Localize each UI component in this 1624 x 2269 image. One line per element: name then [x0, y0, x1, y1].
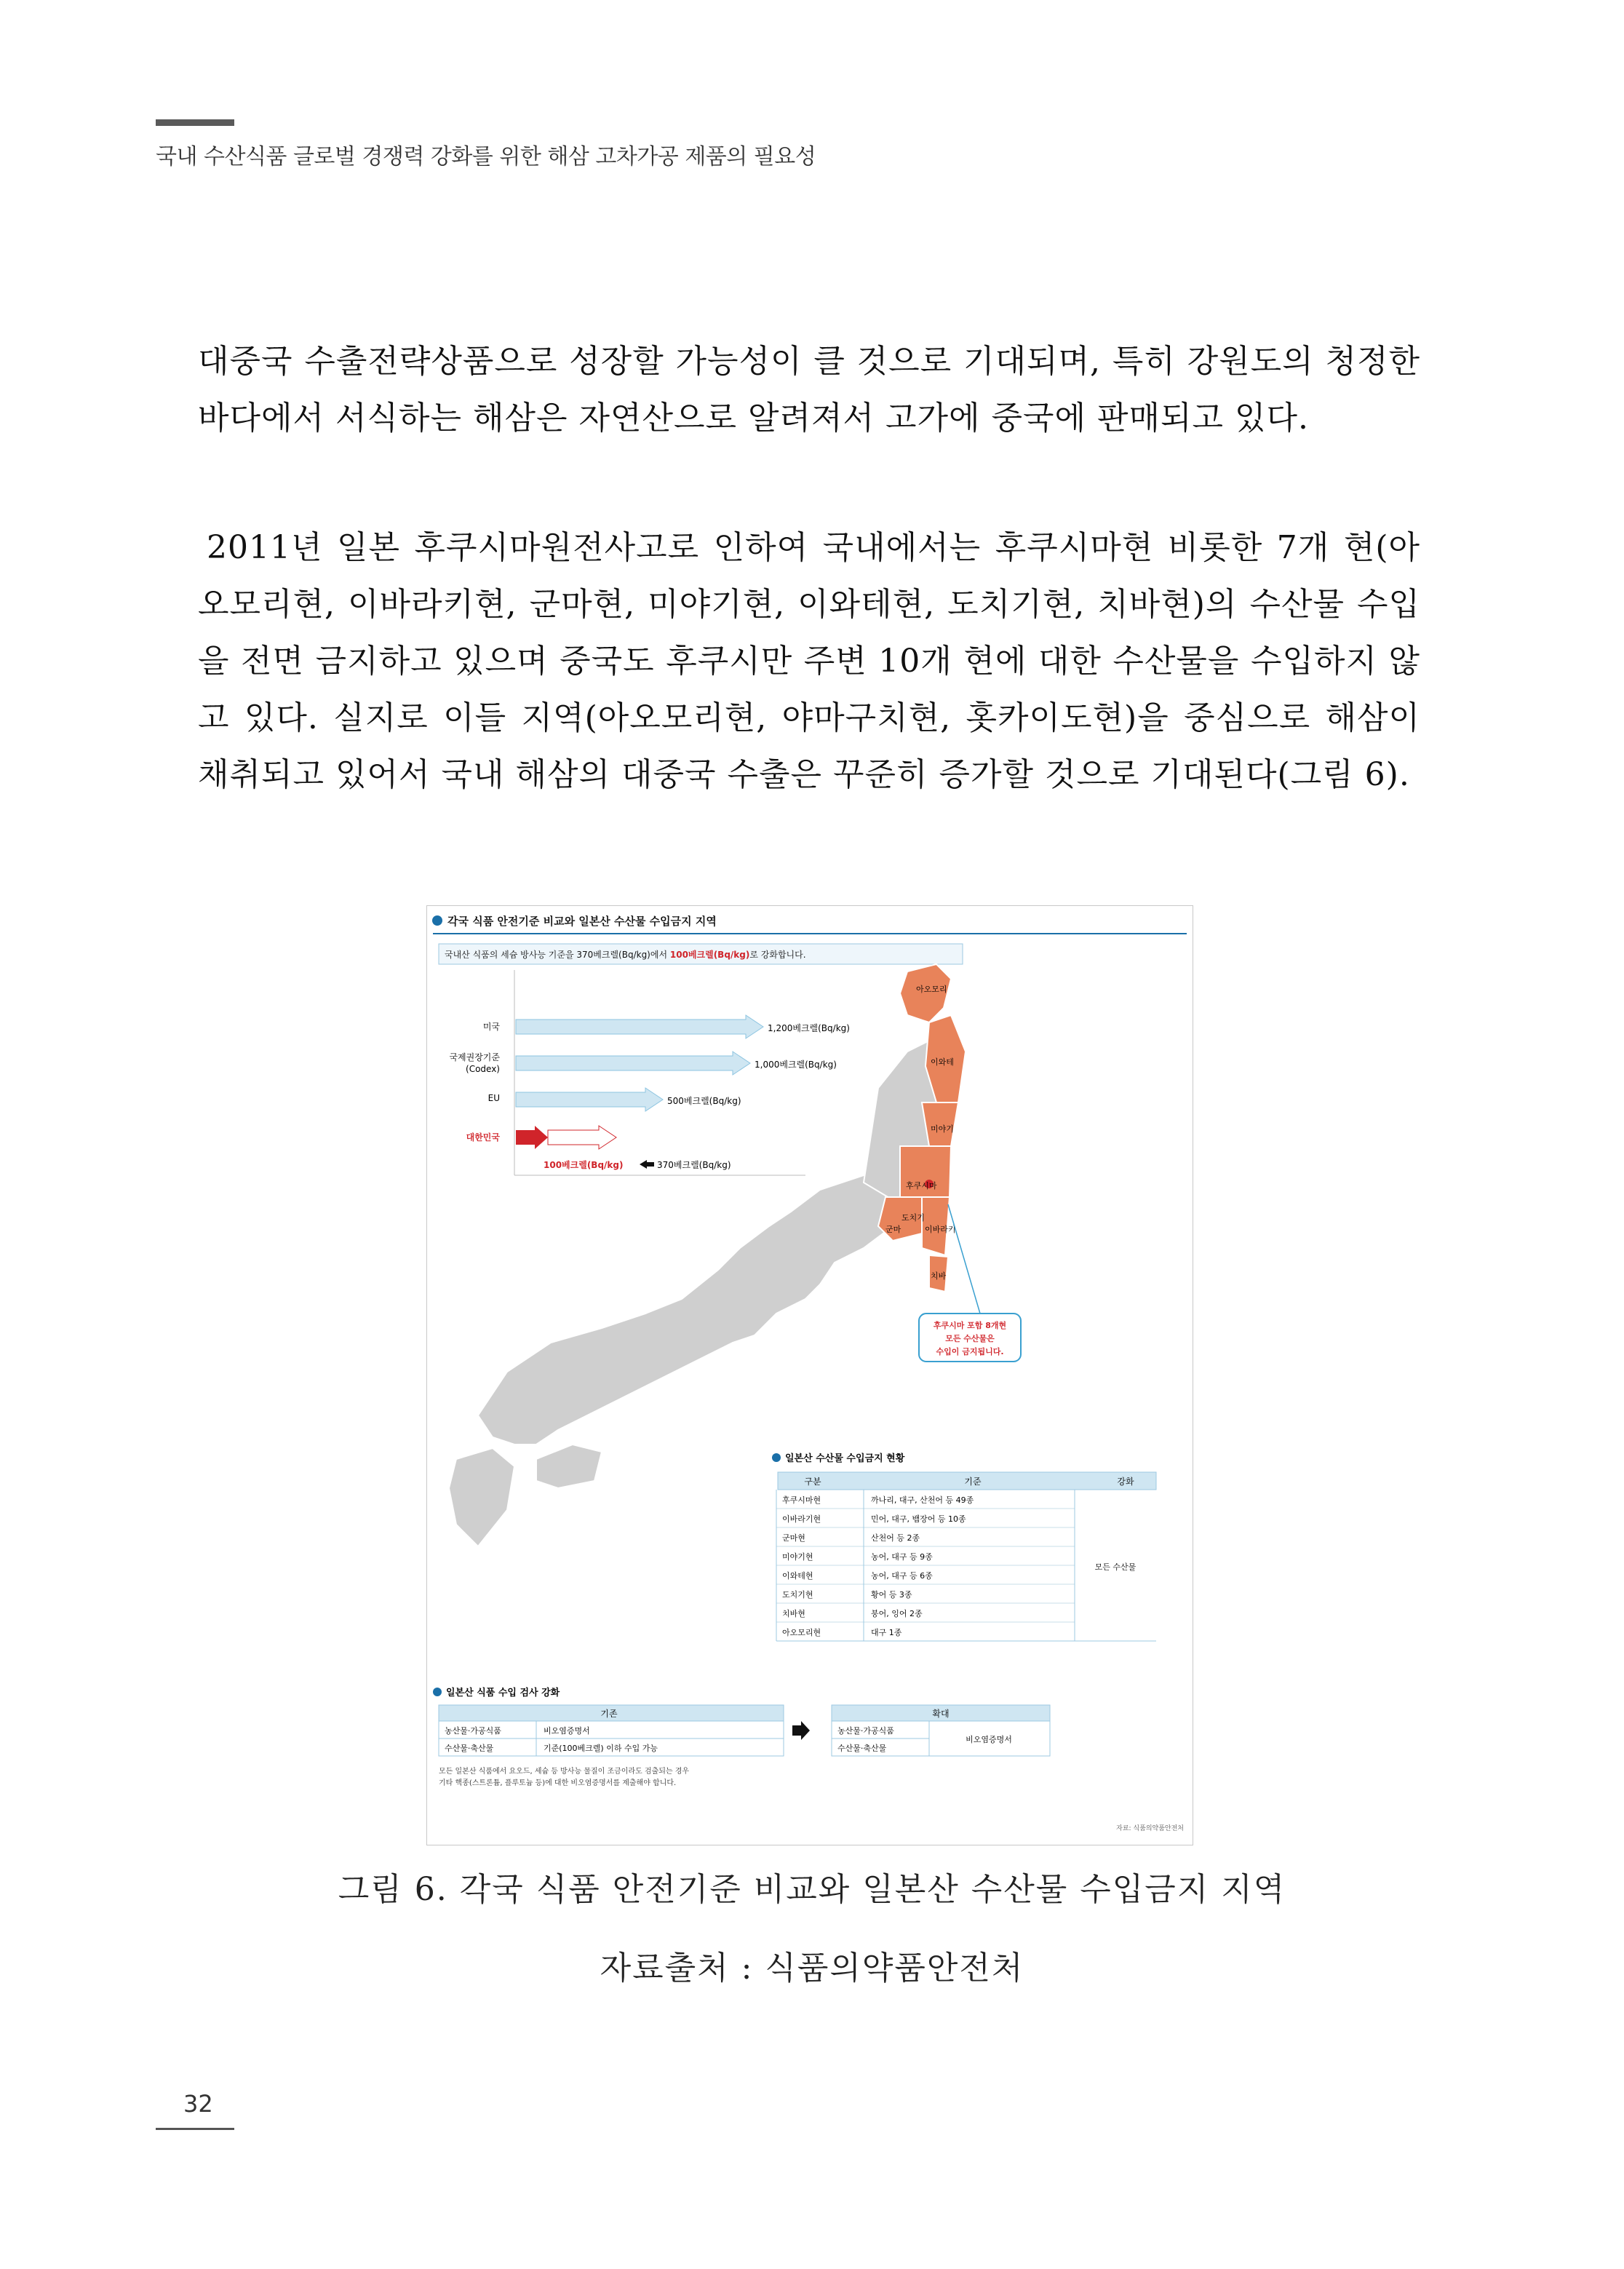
bullet-icon: [433, 1688, 442, 1696]
table-cell-region: 치바현: [782, 1609, 805, 1618]
inspection-after-header: 확대: [932, 1709, 950, 1719]
inspection-after-value: 비오염증명서: [966, 1735, 1012, 1744]
arrow-right-icon: [792, 1721, 810, 1740]
map-label-miyagi: 미야기: [931, 1124, 954, 1134]
std-label-korea: 대한민국: [466, 1132, 500, 1143]
std-value-codex: 1,000베크렐(Bq/kg): [755, 1060, 837, 1070]
inspection-title: 일본산 식품 수입 검사 강화: [446, 1688, 560, 1698]
ban-merged-cell: 모든 수산물: [1094, 1562, 1137, 1572]
arrow-korea-new: [516, 1126, 548, 1149]
std-label-eu: EU: [487, 1093, 500, 1103]
arrow-codex: [516, 1052, 750, 1075]
inspection-before-header: 기존: [600, 1709, 618, 1719]
ban-header-stricter: 강화: [1117, 1477, 1134, 1487]
table-cell-region: 아오모리현: [782, 1628, 821, 1637]
figure-6: [426, 905, 1193, 1845]
ban-table-rows: [776, 1495, 1075, 1641]
map-label-tochigi: 도치기: [901, 1213, 925, 1223]
inspection-before-r1c2: 비오염증명서: [544, 1726, 590, 1736]
inspection-after-r2: 수산물·축산물: [837, 1744, 887, 1753]
std-label-usa: 미국: [482, 1022, 500, 1032]
ban-header-standard: 기준: [964, 1477, 982, 1487]
map-label-gunma: 군마: [885, 1225, 901, 1234]
map-label-chiba: 치바: [931, 1271, 947, 1281]
inspection-note-2: 기타 핵종(스트론튬, 플루토늄 등)에 대한 비오염증명서를 제출해야 합니다.: [439, 1779, 677, 1787]
table-cell-region: 이바라기현: [782, 1514, 821, 1524]
table-cell-region: 이와테현: [782, 1571, 813, 1581]
bullet-icon: [432, 915, 442, 926]
callout-line-1: 후쿠시마 포함 8개현: [933, 1321, 1007, 1330]
ban-table-title: 일본산 수산물 수입금지 현황: [785, 1453, 905, 1464]
table-cell-standard: 까나리, 대구, 산천어 등 49종: [871, 1495, 974, 1505]
table-cell-standard: 농어, 대구 등 6종: [871, 1571, 933, 1581]
std-value-korea-old: 370베크렐(Bq/kg): [657, 1160, 731, 1170]
table-cell-standard: 황어 등 3종: [871, 1590, 912, 1600]
std-label-codex-2: (Codex): [466, 1064, 500, 1074]
std-value-korea-new: 100베크렐(Bq/kg): [544, 1160, 624, 1170]
figure-source-caption: 자료출처 : 식품의약품안전처: [600, 1950, 1024, 1987]
map-label-aomori: 아오모리: [916, 985, 947, 994]
arrow-left-icon: [640, 1160, 654, 1169]
map-label-fukushima: 후쿠시마: [906, 1181, 937, 1191]
arrow-usa: [516, 1015, 763, 1038]
figure-title: 각국 식품 안전기준 비교와 일본산 수산물 수입금지 지역: [447, 915, 717, 928]
table-cell-region: 후쿠시마현: [782, 1495, 821, 1505]
inspection-before-r2c2: 기준(100베크렐) 이하 수입 가능: [544, 1744, 658, 1753]
arrow-eu: [516, 1088, 663, 1111]
footer-line: [156, 2128, 234, 2130]
std-label-codex: 국제권장기준: [449, 1052, 500, 1062]
figure-subtitle: 국내산 식품의 세슘 방사능 기준을 370베크렐(Bq/kg)에서 100베크렐(Bq/kg)로 강화합니다.: [445, 950, 806, 960]
figure-graphic: [427, 906, 1193, 1845]
figure-source: 자료: 식품의약품안전처: [1116, 1825, 1184, 1832]
bullet-icon: [772, 1453, 781, 1462]
std-value-usa: 1,200베크렐(Bq/kg): [768, 1023, 850, 1033]
running-header: 국내 수산식품 글로벌 경쟁력 강화를 위한 해삼 고차가공 제품의 필요성: [156, 144, 816, 170]
inspection-after-r1: 농산물·가공식품: [837, 1726, 894, 1736]
table-cell-standard: 대구 1종: [871, 1628, 902, 1637]
table-cell-standard: 붕어, 잉어 2종: [871, 1609, 923, 1618]
inspection-before-r1c1: 농산물·가공식품: [445, 1726, 501, 1736]
callout-line-3: 수입이 금지됩니다.: [936, 1347, 1004, 1356]
table-cell-region: 군마현: [782, 1533, 805, 1543]
table-cell-region: 미야기현: [782, 1552, 813, 1562]
paragraph-2: 2011년 일본 후쿠시마원전사고로 인하여 국내에서는 후쿠시마현 비롯한 7개 현(아오모리현, 이바라키현, 군마현, 미야기현, 이와테현, 도치기현, 치바현)의 수산물 수입을 전면 금지하고 있으며 중국도 후쿠시만 주변 10개 현에 대한 수산물을 수입하지 않고 있다. 실지로 이들 지역(아오모리현, 야마구치현, 홋카이도현)을 중심으로 해삼이 채취되고 있어서 국내 해삼의 대중국 수출은 꾸준히 증가할 것으로 기대된다(그림 6).: [198, 529, 1420, 793]
inspection-note-1: 모든 일본산 식품에서 요오드, 세슘 등 방사능 물질이 조금이라도 검출되는 경우: [439, 1768, 690, 1776]
header-bar: [156, 119, 234, 126]
table-cell-standard: 산천어 등 2종: [871, 1533, 920, 1543]
ban-header-region: 구분: [804, 1477, 821, 1487]
paragraph-1: 대중국 수출전략상품으로 성장할 가능성이 클 것으로 기대되며, 특히 강원도의 청정한 바다에서 서식하는 해삼은 자연산으로 알려져서 고가에 중국에 판매되고 있다.: [198, 343, 1420, 437]
std-value-eu: 500베크렐(Bq/kg): [667, 1096, 741, 1106]
table-cell-region: 도치기현: [782, 1590, 813, 1600]
arrow-korea-old: [548, 1126, 616, 1149]
table-cell-standard: 민어, 대구, 뱀장어 등 10종: [871, 1514, 966, 1524]
inspection-before-r2c1: 수산물·축산물: [445, 1744, 494, 1753]
table-cell-standard: 농어, 대구 등 9종: [871, 1552, 933, 1562]
callout-line-2: 모든 수산물은: [945, 1334, 995, 1343]
map-label-ibaraki: 이바라키: [925, 1225, 956, 1234]
figure-caption: 그림 6. 각국 식품 안전기준 비교와 일본산 수산물 수입금지 지역: [338, 1871, 1286, 1908]
page-number: 32: [183, 2090, 213, 2118]
map-label-iwate: 이와테: [931, 1057, 954, 1067]
